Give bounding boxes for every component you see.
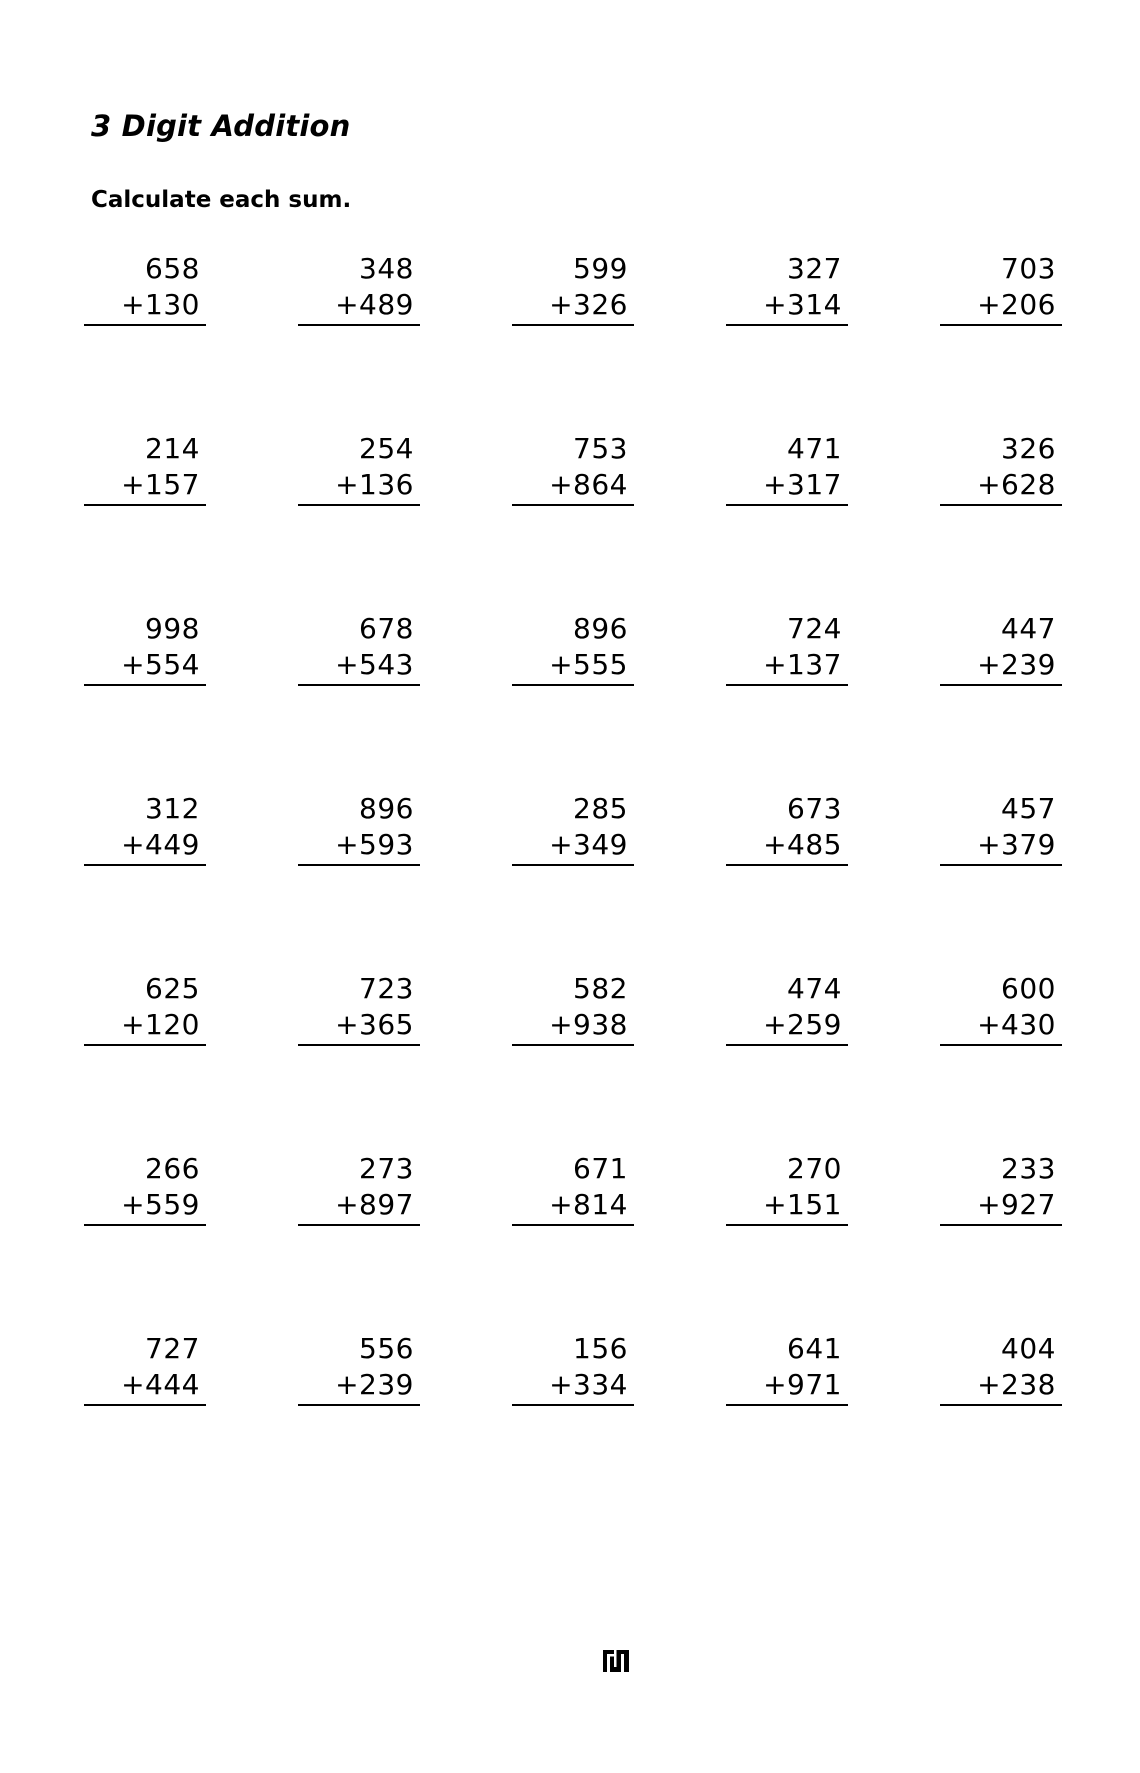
answer-line xyxy=(940,1404,1062,1406)
addition-problem xyxy=(84,1331,206,1455)
addition-problem xyxy=(512,971,634,1095)
answer-line xyxy=(726,504,848,506)
answer-line xyxy=(940,324,1062,326)
bottom-addend: +814 xyxy=(549,1188,628,1221)
addition-problem xyxy=(940,1151,1062,1275)
addition-problem xyxy=(84,1151,206,1275)
bottom-addend: +136 xyxy=(335,468,414,501)
bottom-addend: +259 xyxy=(763,1008,842,1041)
top-addend: 703 xyxy=(1001,252,1056,285)
answer-line xyxy=(84,1224,206,1226)
answer-line xyxy=(84,1044,206,1046)
top-addend: 678 xyxy=(359,612,414,645)
bottom-addend: +971 xyxy=(763,1368,842,1401)
answer-line xyxy=(298,864,420,866)
top-addend: 641 xyxy=(787,1332,842,1365)
answer-line xyxy=(512,684,634,686)
top-addend: 727 xyxy=(145,1332,200,1365)
addition-problem xyxy=(298,1331,420,1455)
addition-problem xyxy=(940,1331,1062,1455)
answer-line xyxy=(726,1404,848,1406)
bottom-addend: +449 xyxy=(121,828,200,861)
bottom-addend: +239 xyxy=(977,648,1056,681)
addition-problem xyxy=(298,1151,420,1275)
top-addend: 404 xyxy=(1001,1332,1056,1365)
top-addend: 326 xyxy=(1001,432,1056,465)
top-addend: 625 xyxy=(145,972,200,1005)
bottom-addend: +137 xyxy=(763,648,842,681)
addition-problem xyxy=(940,251,1062,375)
top-addend: 273 xyxy=(359,1152,414,1185)
addition-problem xyxy=(84,791,206,915)
addition-problem xyxy=(298,431,420,555)
top-addend: 270 xyxy=(787,1152,842,1185)
answer-line xyxy=(940,864,1062,866)
bottom-addend: +938 xyxy=(549,1008,628,1041)
answer-line xyxy=(726,1044,848,1046)
answer-line xyxy=(84,324,206,326)
addition-problem xyxy=(298,251,420,375)
answer-line xyxy=(726,324,848,326)
addition-problem xyxy=(726,611,848,735)
top-addend: 723 xyxy=(359,972,414,1005)
top-addend: 233 xyxy=(1001,1152,1056,1185)
answer-line xyxy=(84,684,206,686)
addition-problem xyxy=(512,791,634,915)
bottom-addend: +238 xyxy=(977,1368,1056,1401)
answer-line xyxy=(512,1224,634,1226)
addition-problem xyxy=(512,1331,634,1455)
addition-problem xyxy=(512,611,634,735)
page-title: 3 Digit Addition xyxy=(91,109,351,143)
top-addend: 556 xyxy=(359,1332,414,1365)
top-addend: 600 xyxy=(1001,972,1056,1005)
bottom-addend: +593 xyxy=(335,828,414,861)
answer-line xyxy=(84,504,206,506)
bottom-addend: +157 xyxy=(121,468,200,501)
answer-line xyxy=(726,1224,848,1226)
addition-problem xyxy=(726,1331,848,1455)
answer-line xyxy=(512,324,634,326)
bottom-addend: +120 xyxy=(121,1008,200,1041)
top-addend: 254 xyxy=(359,432,414,465)
addition-problem xyxy=(940,611,1062,735)
bottom-addend: +151 xyxy=(763,1188,842,1221)
addition-problem xyxy=(940,971,1062,1095)
answer-line xyxy=(940,1224,1062,1226)
top-addend: 156 xyxy=(573,1332,628,1365)
top-addend: 599 xyxy=(573,252,628,285)
bottom-addend: +314 xyxy=(763,288,842,321)
bottom-addend: +379 xyxy=(977,828,1056,861)
addition-problem xyxy=(726,791,848,915)
top-addend: 457 xyxy=(1001,792,1056,825)
addition-problem xyxy=(84,971,206,1095)
answer-line xyxy=(298,684,420,686)
answer-line xyxy=(940,504,1062,506)
bottom-addend: +543 xyxy=(335,648,414,681)
problem-grid xyxy=(84,251,1064,1455)
answer-line xyxy=(940,1044,1062,1046)
top-addend: 285 xyxy=(573,792,628,825)
answer-line xyxy=(298,1044,420,1046)
bottom-addend: +864 xyxy=(549,468,628,501)
top-addend: 753 xyxy=(573,432,628,465)
answer-line xyxy=(512,1404,634,1406)
top-addend: 327 xyxy=(787,252,842,285)
addition-problem xyxy=(512,431,634,555)
bottom-addend: +628 xyxy=(977,468,1056,501)
bottom-addend: +430 xyxy=(977,1008,1056,1041)
answer-line xyxy=(512,1044,634,1046)
answer-line xyxy=(512,504,634,506)
addition-problem xyxy=(84,611,206,735)
addition-problem xyxy=(726,971,848,1095)
addition-problem xyxy=(726,431,848,555)
bottom-addend: +559 xyxy=(121,1188,200,1221)
answer-line xyxy=(84,864,206,866)
bottom-addend: +555 xyxy=(549,648,628,681)
bottom-addend: +326 xyxy=(549,288,628,321)
top-addend: 896 xyxy=(573,612,628,645)
bottom-addend: +206 xyxy=(977,288,1056,321)
answer-line xyxy=(298,324,420,326)
addition-problem xyxy=(512,1151,634,1275)
addition-problem xyxy=(84,251,206,375)
top-addend: 582 xyxy=(573,972,628,1005)
bottom-addend: +489 xyxy=(335,288,414,321)
publisher-logo-icon xyxy=(603,1650,629,1672)
addition-problem xyxy=(726,1151,848,1275)
top-addend: 471 xyxy=(787,432,842,465)
addition-problem xyxy=(940,791,1062,915)
top-addend: 658 xyxy=(145,252,200,285)
addition-problem xyxy=(512,251,634,375)
bottom-addend: +365 xyxy=(335,1008,414,1041)
top-addend: 312 xyxy=(145,792,200,825)
bottom-addend: +239 xyxy=(335,1368,414,1401)
top-addend: 896 xyxy=(359,792,414,825)
top-addend: 266 xyxy=(145,1152,200,1185)
top-addend: 671 xyxy=(573,1152,628,1185)
answer-line xyxy=(512,864,634,866)
bottom-addend: +485 xyxy=(763,828,842,861)
bottom-addend: +130 xyxy=(121,288,200,321)
answer-line xyxy=(298,504,420,506)
answer-line xyxy=(298,1404,420,1406)
top-addend: 447 xyxy=(1001,612,1056,645)
top-addend: 998 xyxy=(145,612,200,645)
addition-problem xyxy=(940,431,1062,555)
top-addend: 724 xyxy=(787,612,842,645)
bottom-addend: +927 xyxy=(977,1188,1056,1221)
addition-problem xyxy=(298,971,420,1095)
bottom-addend: +444 xyxy=(121,1368,200,1401)
top-addend: 474 xyxy=(787,972,842,1005)
top-addend: 673 xyxy=(787,792,842,825)
bottom-addend: +554 xyxy=(121,648,200,681)
bottom-addend: +349 xyxy=(549,828,628,861)
bottom-addend: +334 xyxy=(549,1368,628,1401)
answer-line xyxy=(726,864,848,866)
addition-problem xyxy=(84,431,206,555)
addition-problem xyxy=(298,611,420,735)
answer-line xyxy=(298,1224,420,1226)
answer-line xyxy=(84,1404,206,1406)
bottom-addend: +317 xyxy=(763,468,842,501)
instructions: Calculate each sum. xyxy=(91,187,352,213)
top-addend: 348 xyxy=(359,252,414,285)
answer-line xyxy=(726,684,848,686)
bottom-addend: +897 xyxy=(335,1188,414,1221)
top-addend: 214 xyxy=(145,432,200,465)
addition-problem xyxy=(726,251,848,375)
answer-line xyxy=(940,684,1062,686)
addition-problem xyxy=(298,791,420,915)
